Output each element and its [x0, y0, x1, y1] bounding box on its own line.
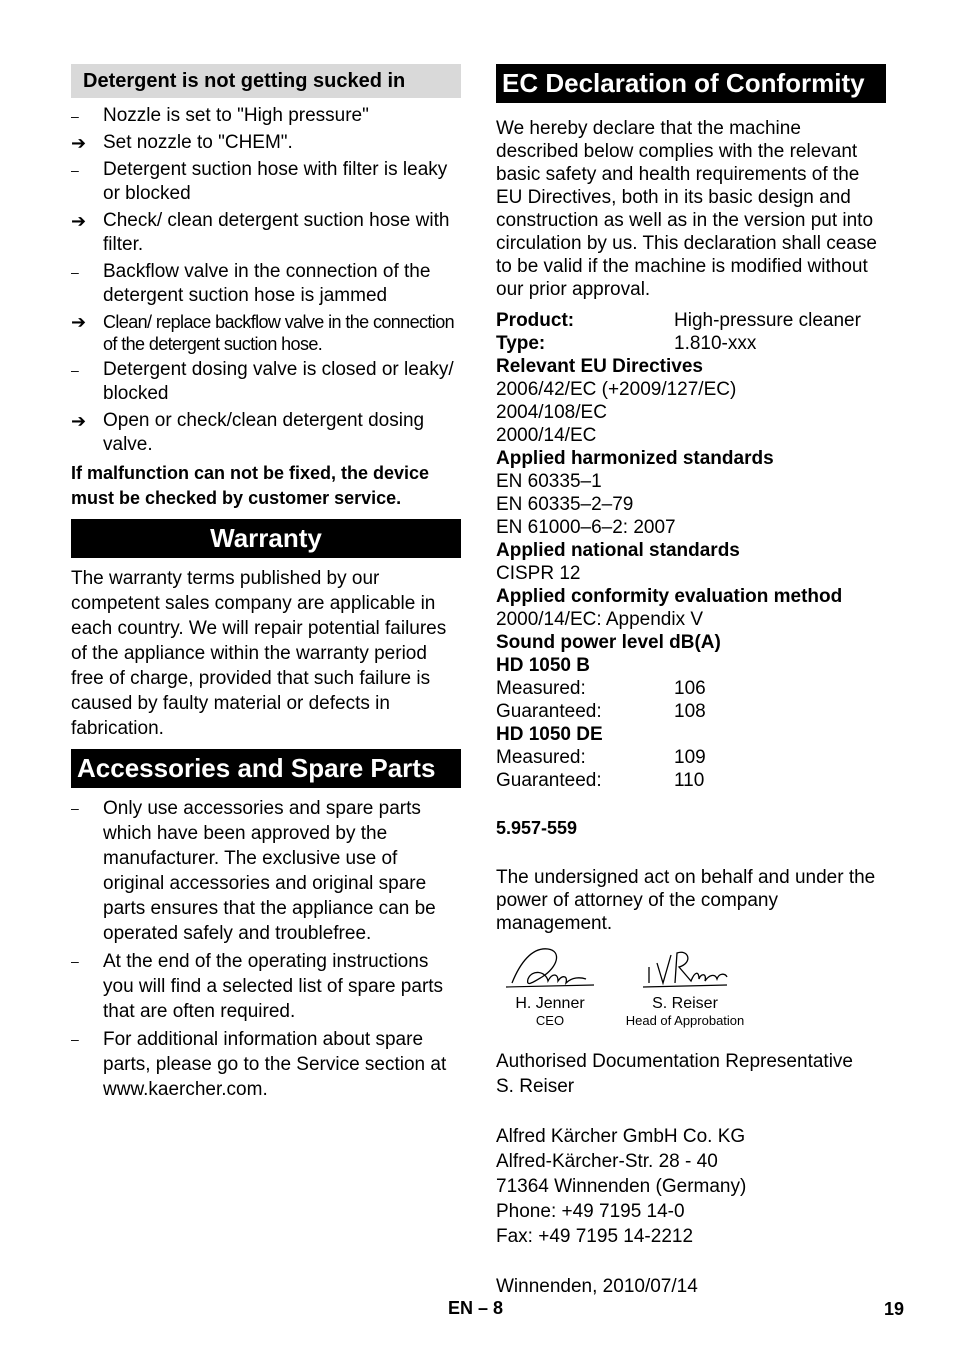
signer-name: S. Reiser — [652, 995, 718, 1012]
standard-item: EN 60335–1 — [496, 471, 602, 492]
national-label: Applied national standards — [496, 540, 740, 561]
guaranteed-row: Guaranteed: 108 — [496, 701, 706, 722]
signature-reiser — [620, 943, 750, 1029]
document-number: 5.957-559 — [496, 818, 578, 838]
list-item: ➔ Set nozzle to "CHEM". — [71, 132, 293, 153]
method-value: 2000/14/EC: Appendix V — [496, 609, 704, 630]
warranty-text: The warranty terms published by our competent sales company are applicable in each country. We will repair potential failures of the appliance within the warranty period free of charge, provided that such failure is caused by faulty material or defects in fabrication. — [71, 568, 447, 739]
dash-icon: – — [71, 953, 79, 969]
directives-label: Relevant EU Directives — [496, 356, 703, 377]
harmonized-label: Applied harmonized standards — [496, 448, 774, 469]
type-row: Type: 1.810-xxx — [496, 333, 757, 354]
dash-icon: – — [71, 108, 79, 124]
city: 71364 Winnenden (Germany) — [496, 1176, 747, 1197]
auth-rep-title: Authorised Documentation Representative — [496, 1051, 853, 1072]
dash-icon: – — [71, 800, 79, 816]
footer-page-number: 19 — [884, 1299, 905, 1319]
measured-row: Measured: 109 — [496, 747, 706, 768]
list-item: – Only use accessories and spare parts which have been approved by the manufacturer. The exclusive use of original accessories and original spare parts ensures that the appliance can be operated safely and troublefree. — [71, 798, 436, 944]
arrow-right-icon: ➔ — [71, 411, 87, 431]
right-column — [496, 64, 886, 1299]
dash-icon: – — [71, 264, 79, 280]
measured-row: Measured: 106 — [496, 678, 706, 699]
sound-label: Sound power level dB(A) — [496, 632, 721, 653]
directive-item: 2004/108/EC — [496, 402, 607, 423]
dash-icon: – — [71, 362, 79, 378]
model-label: HD 1050 B — [496, 655, 590, 676]
list-item: – At the end of the operating instructions you will find a selected list of spare parts that are often required. — [71, 951, 444, 1022]
method-label: Applied conformity evaluation method — [496, 586, 843, 607]
arrow-right-icon: ➔ — [71, 133, 87, 153]
signer-role: Head of Approbation — [625, 1013, 745, 1028]
signer-role: CEO — [535, 1013, 565, 1028]
handwritten-signature-icon — [637, 943, 733, 995]
list-item: – Backflow valve in the connection of the detergent suction hose is jammed — [71, 261, 431, 306]
handwritten-signature-icon — [502, 943, 598, 995]
accessories-list — [71, 796, 461, 1102]
warranty-heading: Warranty — [71, 519, 461, 558]
list-item: – For additional information about spare parts, please go to the Service section at www.kaercher.com. — [71, 1029, 447, 1100]
troubleshoot-heading: Detergent is not getting sucked in — [71, 64, 461, 98]
list-item: ➔ Open or check/clean detergent dosing valve. — [71, 410, 425, 455]
guaranteed-row: Guaranteed: 110 — [496, 770, 705, 791]
list-item: ➔ Check/ clean detergent suction hose with filter. — [71, 210, 450, 255]
list-item: – Detergent suction hose with filter is leaky or blocked — [71, 159, 448, 204]
phone: Phone: +49 7195 14-0 — [496, 1201, 685, 1222]
company-name: Alfred Kärcher GmbH Co. KG — [496, 1126, 746, 1147]
directive-item: 2006/42/EC (+2009/127/EC) — [496, 379, 737, 400]
standard-item: CISPR 12 — [496, 563, 581, 584]
arrow-right-icon: ➔ — [71, 312, 86, 332]
signer-name: H. Jenner — [515, 995, 585, 1012]
list-item: – Detergent dosing valve is closed or leaky/ blocked — [71, 359, 454, 404]
model-label: HD 1050 DE — [496, 724, 603, 745]
fax: Fax: +49 7195 14-2212 — [496, 1226, 694, 1247]
left-column — [71, 64, 461, 1105]
directive-item: 2000/14/EC — [496, 425, 597, 446]
list-item: – Nozzle is set to "High pressure" — [71, 105, 369, 126]
ec-declaration-heading: EC Declaration of Conformity — [496, 64, 886, 103]
company-address — [496, 1124, 886, 1249]
product-row: Product: High-pressure cleaner — [496, 310, 861, 331]
street: Alfred-Kärcher-Str. 28 - 40 — [496, 1151, 718, 1172]
footer-lang-page: EN – 8 — [448, 1298, 504, 1318]
standard-item: EN 61000–6–2: 2007 — [496, 517, 676, 538]
auth-rep-name: S. Reiser — [496, 1076, 575, 1097]
signature-block — [496, 943, 886, 1033]
place-date: Winnenden, 2010/07/14 — [496, 1276, 698, 1297]
undersigned-text: The undersigned act on behalf and under the power of attorney of the company management. — [496, 867, 876, 934]
dash-icon: – — [71, 1031, 79, 1047]
accessories-heading: Accessories and Spare Parts — [71, 749, 461, 788]
arrow-right-icon: ➔ — [71, 211, 87, 231]
standard-item: EN 60335–2–79 — [496, 494, 634, 515]
dash-icon: – — [71, 162, 79, 178]
signature-jenner — [502, 943, 598, 1029]
declaration-text: We hereby declare that the machine described below complies with the relevant basic safety and health requirements of the EU Directives, both in its basic design and construction as well as in the version put into circulation by us. This declaration shall cease to be valid if the machine is modified without our prior approval. — [496, 118, 877, 300]
list-item: ➔ Clean/ replace backflow valve in the connection of the detergent suction hose. — [71, 312, 455, 354]
product-details — [496, 309, 886, 792]
malfunction-note: If malfunction can not be fixed, the device must be checked by customer service. — [71, 463, 430, 508]
